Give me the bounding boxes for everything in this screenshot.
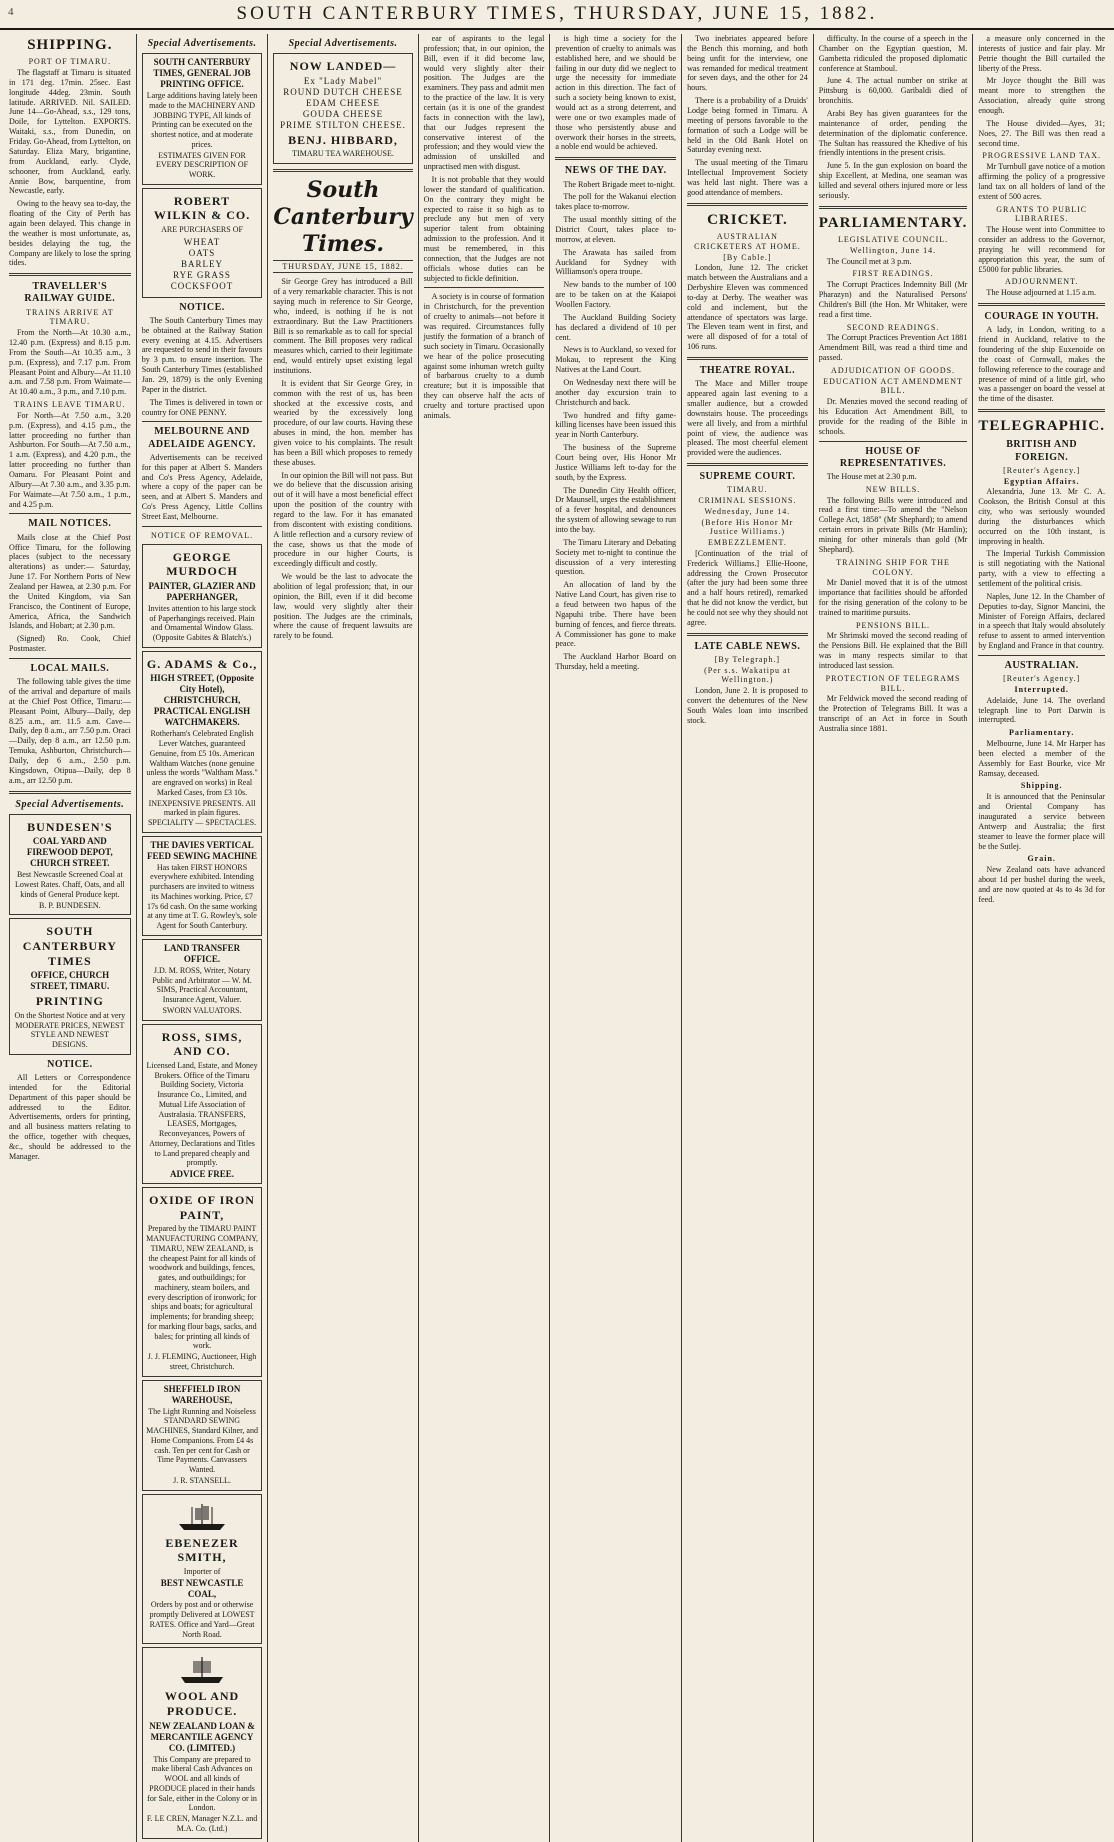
special-ads-heading: Special Advertisements. bbox=[288, 38, 398, 49]
printing-heading: PRINTING bbox=[35, 994, 104, 1009]
job-printing-title: SOUTH CANTERBURY TIMES, GENERAL JOB PRINTING OFFICE. bbox=[153, 57, 251, 90]
adams-advert bbox=[142, 651, 263, 833]
paper-nameplate: South Canterbury Times. bbox=[273, 177, 413, 257]
egypt-heading: Egyptian Affairs. bbox=[1003, 476, 1080, 486]
court-text: [Continuation of the trial of Frederick Williams.] Ellie-Hoone, addressing the Crown Prosecutor (after the jury had been some three and a half hours retired), remarked that he did not know the verdict, but he could not see why they should not agree. bbox=[687, 548, 808, 627]
wool-subtitle: NEW ZEALAND LOAN & MERCANTILE AGENCY CO. (LIMITED.) bbox=[149, 1720, 255, 1753]
land-transfer-advert bbox=[142, 939, 263, 1021]
shipping-heading: SHIPPING. bbox=[27, 37, 113, 53]
local-mails-heading: LOCAL MAILS. bbox=[30, 662, 110, 674]
shipping-text-2: Owing to the heavy sea to-day, the floating of the City of Perth has again been delayed. This change in the weather is most unfortunate, as, besides delaying the tug, the Company are likely to lose the spring tides. bbox=[9, 199, 131, 268]
editorial-paragraph: Sir George Grey has introduced a Bill of a very remarkable character. This is not saying much in reference to Sir George, who, indeed, is nothing if he is not extraordinary. But the Law Practitioners Bill is so remarkable as to call for special comment. The Bill proposes very radical measures which, carried to their legitimate end, would entirely upset existing legal institutions. bbox=[273, 277, 413, 375]
grain-text: New Zealand oats have advanced about 1d per bushel during the week, and are now quoted at 4s to 4s 3d for feed. bbox=[978, 865, 1105, 904]
sheffield-advert bbox=[142, 1380, 263, 1491]
trains-leave-heading: TRAINS LEAVE TIMARU. bbox=[14, 400, 126, 410]
column-5 bbox=[549, 34, 681, 1842]
adjournment-text: The House adjourned at 1.15 a.m. bbox=[986, 288, 1097, 298]
bundesen-title: BUNDESEN'S bbox=[27, 819, 113, 834]
sct-office-advert bbox=[9, 918, 131, 1054]
notice-heading: NOTICE. bbox=[179, 301, 225, 313]
page-number: 4 bbox=[8, 6, 14, 18]
parliamentary-subheading: Parliamentary. bbox=[1009, 728, 1075, 738]
theatre-heading: THEATRE ROYAL. bbox=[699, 365, 796, 377]
first-readings-heading: FIRST READINGS. bbox=[852, 269, 934, 279]
new-bills-heading: NEW BILLS. bbox=[865, 484, 921, 494]
adams-subtitle: HIGH STREET, (Opposite City Hotel), CHRISTCHURCH, PRACTICAL ENGLISH WATCHMAKERS. bbox=[150, 673, 254, 728]
late-cable-heading: LATE CABLE NEWS. bbox=[694, 640, 801, 652]
house-heading: HOUSE OF REPRESENTATIVES. bbox=[839, 445, 947, 469]
masthead bbox=[0, 0, 1114, 30]
house-text: The House met at 2.30 p.m. bbox=[826, 471, 917, 481]
list-item: BARLEY bbox=[181, 258, 224, 269]
divider bbox=[819, 441, 968, 442]
ross-sims-text: Licensed Land, Estate, and Money Brokers. Office of the Timaru Building Society, Victoria Insurance Co., Limited, and Mutual Life Association of Australasia. TRANSFERS, LEASES, Mortgages, Reconveyances, Powers of Attorney, Declarations and Titles to Land prepared cheaply and promptly. bbox=[146, 1060, 258, 1168]
list-item: RYE GRASS bbox=[173, 269, 231, 280]
bundesen-text: Best Newcastle Screened Coal at Lowest Rates. Chaff, Oats, and all kinds of General Produce kept. bbox=[15, 870, 125, 899]
reuters-byline: [Reuter's Agency.] bbox=[1003, 465, 1081, 475]
first-readings-text: The Corrupt Practices Indemnity Bill (Mr Pharazyn) and the Naturalised Persons' Children's Bill (the Hon. Mr Whitaker, were read a first time. bbox=[818, 280, 968, 319]
news-item: The business of the Supreme Court being over, His Honor Mr Justice Williams left to-day for the south, by the Express. bbox=[555, 443, 677, 482]
murdoch-text: Invites attention to his large stock of Paperhangings received. Plain and Ornamental Window Glass. (Opposite Gabites & Blatch's.) bbox=[148, 603, 257, 643]
egypt-text-2: The Imperial Turkish Commission is still negotiating with the National party, with a view to effecting a settlement of the political crisis. bbox=[978, 549, 1105, 589]
news-item: New bands to the number of 100 are to be taken on at the Kaiapoi Woollen Factory. bbox=[555, 280, 677, 309]
interrupted-heading: Interrupted. bbox=[1014, 684, 1069, 694]
notice-text: All Letters or Correspondence intended for the Editorial Department of this paper should be addressed to the Editor. Advertisements, orders for printing, and all business matters relating to the office, together with cheques, &c., should be addressed to the Manager. bbox=[9, 1072, 131, 1161]
list-item: GOUDA CHEESE bbox=[302, 108, 384, 119]
news-item: The Auckland Harbor Board on Thursday, held a meeting. bbox=[555, 652, 677, 672]
adams-footer: INEXPENSIVE PRESENTS. All marked in plain figures. SPECIALITY — SPECTACLES. bbox=[147, 798, 257, 828]
cable-text: London, June 2. It is proposed to convert the debentures of the New South Wales loan into inscribed stock. bbox=[687, 686, 808, 725]
grain-subheading: Grain. bbox=[1027, 854, 1056, 864]
court-location: TIMARU. bbox=[727, 485, 768, 495]
column-2 bbox=[136, 34, 268, 1842]
divider bbox=[687, 357, 808, 360]
news-item: An allocation of land by the Native Land Court, has given rise to a feud between two hapus of the Ngapuhi tribe. There have been burning of fences, and fierce threats. A Commissioner has gone to make peace. bbox=[555, 580, 677, 649]
divider bbox=[142, 526, 263, 527]
davies-advert bbox=[142, 836, 263, 936]
sheffield-title: SHEFFIELD IRON WAREHOUSE, bbox=[163, 1383, 241, 1405]
parliament-item: a measure only concerned in the interests of justice and fair play. Mr Petrie thought the Bill curtailed the liberty of the Press. bbox=[978, 34, 1105, 73]
local-mails-text: The following table gives the time of the arrival and departure of mails at the Chief Post Office, Timaru:— Pleasant Point, Albury—Daily, dep 8.25 a.m., arr. 11.5 a.m. Cave—Daily, dep 8 a.m., arr 7.50 p.m. Oraci—Daily, dep 8 a.m., arr 12.50 p.m. Temuka, Ashburton, Christchurch—Daily, dep 6 a.m., 2.50 p.m. Kingsdown, Otipua—Daily, dep 8 a.m., arr 12.50 p.m. bbox=[9, 677, 131, 785]
news-item: The Timaru Literary and Debating Society met to-night to continue the discussion of a very interesting question. bbox=[555, 537, 677, 577]
melbourne-agency-heading: MELBOURNE AND ADELAIDE AGENCY. bbox=[148, 426, 256, 450]
list-item: Ex "Lady Mabel" bbox=[303, 75, 383, 86]
libraries-text: The House went into Committee to consider an address to the Governor, praying he will recommend for appropriation this year, the sum of £5000 for public libraries. bbox=[978, 225, 1105, 274]
column-grid bbox=[4, 34, 1110, 1833]
divider bbox=[9, 273, 131, 276]
second-readings-heading: SECOND READINGS. bbox=[846, 322, 940, 332]
editorial-paragraph: is high time a society for the prevention of cruelty to animals was established here, and we should be failing in our duty did we neglect to urge the necessity for immediate action in this direction. The fact of such a society being known to exist, would act as a strong deterrent, and were one or two examples made of those who persistently abuse and overwork their horses in the streets, a noble end would be achieved. bbox=[555, 34, 677, 152]
court-sessions: CRIMINAL SESSIONS. bbox=[698, 496, 797, 506]
notice-text-2: The Times is delivered in town or country for ONE PENNY. bbox=[141, 397, 263, 417]
bundesen-subtitle: COAL YARD AND FIREWOOD DEPOT, CHURCH STREET. bbox=[26, 836, 113, 869]
land-transfer-names: J.D. M. ROSS, Writer, Notary Public and Arbitrator — W. M. SIMS, Practical Accountant, Insurance Agent, Valuer. bbox=[152, 965, 252, 1005]
column-8 bbox=[972, 34, 1110, 1842]
trains-leave-text: For North—At 7.50 a.m., 3.20 p.m. (Express), and 4.15 p.m., the latter proceeding no further than Ashburton. For South—At 7.50 a.m., 1 a.m. (Express), and 4.20 p.m., the latter proceeding no further than Oamaru. For Pleasant Point and Albury—At 7.30 a.m., and 3.35 p.m. For Waimate—At 7.50 a.m., 1 p.m., and 4.25 p.m. bbox=[9, 410, 131, 509]
cricket-byline: [By Cable.] bbox=[723, 252, 772, 262]
hibbard-title: BENJ. HIBBARD, bbox=[288, 132, 398, 147]
courage-heading: COURAGE IN YOUTH. bbox=[984, 311, 1099, 323]
hibbard-items bbox=[277, 76, 408, 131]
wilkin-items bbox=[146, 237, 259, 292]
pensions-text: Mr Shrimski moved the second reading of the Pensions Bill. He explained that the Bill was in many respects similar to that introduced last session. bbox=[818, 631, 968, 671]
divider bbox=[687, 203, 808, 206]
education-bill-text: Dr. Menzies moved the second reading of his Education Act Amendment Bill, to provide for the reading of the Bible in schools. bbox=[818, 397, 968, 436]
column-7 bbox=[813, 34, 973, 1842]
paint-title: OXIDE OF IRON PAINT, bbox=[149, 1193, 255, 1222]
editorial-paragraph: We would be the last to advocate the abolition of legal profession; that, in our opinion, the Bill, even if it did become law, would very slightly alter their position. The Judges are the criminals, where the cause of frequent lawsuits are rarely to be found. bbox=[273, 572, 413, 641]
news-item: Two hundred and fifty game-killing licenses have been issued this year in North Canterbury. bbox=[555, 410, 677, 440]
murdoch-subtitle: PAINTER, GLAZIER AND PAPERHANGER, bbox=[148, 580, 256, 602]
telegrams-bill-text: Mr Feldwick moved the second reading of the Protection of Telegrams Bill. It was a transcript of an Act in force in South Australia since 1881. bbox=[818, 694, 968, 733]
special-ads-heading: Special Advertisements. bbox=[15, 798, 125, 810]
cricket-subheading: AUSTRALIAN CRICKETERS AT HOME. bbox=[694, 232, 801, 251]
divider bbox=[142, 421, 263, 422]
courage-text: A lady, in London, writing to a friend in Auckland, relative to the foundering of the ship Euxenoide on the coast of Cornwall, makes the following reference to the courage and presence of mind of a little girl, who was a passenger on board the vessel at the time of the disaster. bbox=[978, 325, 1105, 404]
paint-text: Prepared by the TIMARU PAINT MANUFACTURING COMPANY, TIMARU, NEW ZEALAND, is the cheapest Paint for all kinds of woodwork and buildings, fences, gates, and outbuildings; for machinery, steam boilers, and every description of ironwork; for ships and boats; for agricultural implements; for branding sheep; for marking flour bags, sacks, and bales; for printing all kinds of work. bbox=[146, 1224, 258, 1351]
murdoch-advert bbox=[142, 544, 263, 648]
council-text: The Council met at 3 p.m. bbox=[826, 256, 912, 266]
divider bbox=[9, 658, 131, 659]
divider bbox=[687, 463, 808, 466]
news-of-the-day-heading: NEWS OF THE DAY. bbox=[564, 165, 667, 177]
ross-sims-advert bbox=[142, 1024, 263, 1184]
editorial-paragraph: ear of aspirants to the legal profession; that, in our opinion, the Bill, even if it did become law, would very slightly alter their position. The Judges are the examiners. They pass and admit men to the practice of the law. It is very certain (as it is one of the grandest facts in connection with the law), that our Judges represent the conservative interest of the profession; and they would view the admission of unskilled and unpractised men with disgust. bbox=[423, 34, 545, 172]
parliamentary-heading: PARLIAMENTARY. bbox=[818, 214, 968, 231]
trains-arrive-text: From the North—At 10.30 a.m., 12.40 p.m. (Express) and 8.15 p.m. From the South—At 10.35 a.m., 3 p.m. (Express), and 7.17 p.m. From Pleasant Point and Albury—At 11.10 a.m. and 7.58 p.m. From Waimate—At 10.40 a.m., 3 p.m., and 7.10 p.m. bbox=[9, 328, 131, 397]
british-foreign-heading: BRITISH AND FOREIGN. bbox=[1006, 439, 1078, 463]
divider bbox=[424, 287, 545, 288]
wilkin-advert bbox=[142, 188, 263, 298]
court-case: EMBEZZLEMENT. bbox=[707, 538, 787, 548]
divider bbox=[978, 655, 1105, 656]
naples-text: Naples, June 12. In the Chamber of Deputies to-day, Signor Mancini, the Minister of Foreign Affairs, declared in a speech that Italy would absolutely refuse to assent to armed intervention by England and France in that country. bbox=[978, 591, 1105, 651]
davies-title: THE DAVIES VERTICAL FEED SEWING MACHINE bbox=[147, 839, 258, 861]
cricket-text: London, June 12. The cricket match between the Australians and a Derbyshire Eleven was commenced to-day at Derby. The weather was cold and inclement, but the attendance of spectators was large. The Eleven team went in first, and were all disposed of for a total of 106 runs. bbox=[687, 263, 808, 352]
training-ship-heading: TRAINING SHIP FOR THE COLONY. bbox=[836, 557, 950, 577]
smith-coal: BEST NEWCASTLE COAL, bbox=[160, 1577, 244, 1599]
divider bbox=[978, 303, 1105, 306]
news-item: The usual meeting of the Timaru Intellectual Improvement Society was held last night. There was a good attendance of members. bbox=[687, 158, 808, 197]
list-item: ROUND DUTCH CHEESE bbox=[283, 86, 403, 97]
smith-subtitle: Importer of bbox=[183, 1566, 221, 1576]
mail-notices-text: Mails close at the Chief Post Office Timaru, for the following places (subject to the necessary alterations) as under:— Saturday, June 17. For Northern Ports of New Zealand per Hawea, at 2.30 p.m. For the United Kingdom, via San Francisco, the Continent of Europe, America, Africa, the Sandwich Islands, and Hobart; at 2.30 p.m. bbox=[9, 532, 131, 631]
cable-item: Arabi Bey has given guarantees for the maintenance of order, pending the determination of the diplomatic conference. The Sultan has reassured the Khedive of his friendly intentions in the present crisis. bbox=[818, 109, 968, 158]
shipping-news-text: It is announced that the Peninsular and Oriental Company has inaugurated a service between Antwerp and Australia; the first steamer to leave the former place will be the Sutlej. bbox=[978, 792, 1105, 851]
news-item: On Wednesday next there will be another day excursion train to Christchurch and back. bbox=[555, 377, 677, 407]
second-readings-text: The Corrupt Practices Prevention Act 1881 Amendment Bill, was read a third time and passed. bbox=[818, 333, 968, 363]
news-item: The Dunedin City Health officer, Dr Maunsell, urges the establishment of a fever hospital, and denounces the system of allowing sewage to run into the bay. bbox=[555, 485, 677, 534]
adams-title: G. ADAMS & Co., bbox=[146, 656, 258, 671]
list-item: PRIME STILTON CHEESE. bbox=[280, 119, 406, 130]
ross-sims-footer: ADVICE FREE. bbox=[170, 1169, 235, 1180]
list-item: EDAM CHEESE bbox=[306, 97, 380, 108]
wool-title: WOOL AND PRODUCE. bbox=[164, 1689, 240, 1719]
telegrams-bill-heading: PROTECTION OF TELEGRAMS BILL. bbox=[825, 673, 961, 693]
smith-title: EBENEZER SMITH, bbox=[165, 1535, 239, 1565]
hibbard-heading: NOW LANDED— bbox=[289, 59, 397, 74]
ross-sims-title: ROSS, SIMS, AND CO. bbox=[161, 1029, 243, 1059]
paper-dateline: THURSDAY, JUNE 15, 1882. bbox=[273, 260, 412, 274]
parliament-item: Mr Joyce thought the Bill was meant more to strengthen the Association, already quite strong enough. bbox=[978, 76, 1105, 116]
divider bbox=[687, 633, 808, 636]
editorial-paragraph: In our opinion the Bill will not pass. But we do believe that the discussion arising out of it will have a most beneficial effect upon the position of the country with regard to the law. For it has emanated from discontent with existing conditions. A little reflection and a cursory review of the case, shows us that the mode of procedure in our higher Courts, is exceedingly difficult and costly. bbox=[273, 470, 413, 569]
job-printing-note: ESTIMATES GIVEN FOR EVERY DESCRIPTION OF WORK. bbox=[155, 150, 249, 180]
melbourne-agency-text: Advertisements can be received for this paper at Albert S. Manders and Co's Press Agency, Adelaide, where a copy of the paper can be seen, and at Albert S. Manders and Co's Press Agency, Little Collins Street East, Melbourne. bbox=[141, 452, 263, 521]
mail-notices-heading: MAIL NOTICES. bbox=[28, 518, 112, 530]
editorial-paragraph: A society is in course of formation in Christchurch, for the prevention of cruelty to animals—not before it was required. Circumstances fully justify the formation of a branch of such society in Timaru. Occasionally we hear of the police prosecuting against some inhuman wretch guilty of barbarous cruelty to a dumb creature; but it is impossible that they can observe half the acts of cruelty and torture practised upon animals. bbox=[423, 292, 545, 420]
notice-heading: NOTICE. bbox=[47, 1058, 93, 1070]
cable-byline: [By Telegraph.] bbox=[714, 654, 781, 664]
editorial-paragraph: It is not probable that they would lower the standard of qualification. On the contrary they might be expected to raise it so high as to preclude any but men of very superior talent from obtaining admission to the profession. And it must be remembered, in this connection, that the Judges are not officials whose duties can be subjected to fickle definition. bbox=[423, 175, 545, 283]
trains-arrive-heading: TRAINS ARRIVE AT TIMARU. bbox=[26, 307, 114, 327]
divider bbox=[273, 169, 412, 172]
editorial-paragraph: It is evident that Sir George Grey, in common with the rest of us, has been shocked at the excessive costs, and wearied by the excessively long procedure, of our law courts. Having these abuses in mind, the hon. member has given voice to his complaints. The result has been a Bill which proposes to remedy these abuses. bbox=[273, 378, 413, 467]
pensions-heading: PENSIONS BILL. bbox=[856, 620, 931, 630]
cable-item: June 4. The actual number on strike at Pittsburg is 60,000. Garibaldi died of bronchitis. bbox=[818, 76, 968, 106]
masthead-title: SOUTH CANTERBURY TIMES, THURSDAY, JUNE 15, 1882. bbox=[236, 3, 878, 24]
hibbard-subtitle: TIMARU TEA WAREHOUSE. bbox=[292, 149, 394, 159]
adjournment-heading: ADJOURNMENT. bbox=[1004, 277, 1079, 287]
theatre-text: The Mace and Miller troupe appeared again last evening to a smaller audience, but a crowded downstairs house. The proceedings were all lively, and from a mirthful point of view, the audience was pleased. The most cheerful element provided were the audiences. bbox=[687, 379, 808, 458]
interrupted-text: Adelaide, June 14. The overland telegraph line to Port Darwin is interrupted. bbox=[978, 695, 1105, 725]
adjudication-heading: ADJUDICATION OF GOODS. bbox=[831, 365, 956, 375]
sheffield-text: The Light Running and Noiseless STANDARD SEWING MACHINES, Standard Kilner, and Home Companions. From £4 4s cash. Ten per cent for Cash or Time Payments. Canvassers Wanted. bbox=[146, 1406, 258, 1475]
column-6 bbox=[681, 34, 813, 1842]
job-printing-text: Large additions having lately been made to the MACHINERY AND JOBBING TYPE, All kinds of Printing can be executed on the shortest notice, and at moderate prices. bbox=[146, 91, 258, 149]
land-tax-text: Mr Turnbull gave notice of a motion affirming the policy of a progressive land tax on all holders of land of the extent of 500 acres. bbox=[978, 162, 1105, 201]
australian-byline: [Reuter's Agency.] bbox=[1003, 674, 1081, 684]
bundesen-advert bbox=[9, 814, 131, 916]
divider bbox=[978, 409, 1105, 412]
railway-guide-heading: TRAVELLER'S RAILWAY GUIDE. bbox=[24, 281, 116, 305]
news-item: The poll for the Wakanui election takes place to-morrow. bbox=[555, 192, 677, 212]
news-item: The Auckland Building Society has declared a dividend of 10 per cent. bbox=[555, 312, 677, 342]
ship-icon bbox=[175, 1655, 229, 1685]
wilkin-subtitle: ARE PURCHASERS OF bbox=[161, 225, 243, 235]
wool-text: This Company are prepared to make liberal Cash Advances on WOOL and all kinds of PRODUCE placed in their hands for Sale, either in the Colony or in London. bbox=[147, 1754, 257, 1813]
parliamentary-text: Melbourne, June 14. Mr Harper has been elected a member of the Assembly for East Bourke, vice Mr Ramsay, deceased. bbox=[978, 739, 1105, 778]
new-bills-text: The following Bills were introduced and read a first time:—To amend the "Nelson College Act, 1858" (Mr Shephard); to amend certain errors in private Bills (Mr Hamlin); mining for other minerals than gold (Mr Shephard). bbox=[818, 495, 968, 554]
column-4 bbox=[418, 34, 550, 1842]
land-transfer-title: LAND TRANSFER OFFICE. bbox=[163, 942, 241, 964]
divider bbox=[9, 791, 131, 794]
sct-office-subtitle: OFFICE, CHURCH STREET, TIMARU. bbox=[30, 970, 110, 992]
council-date: Wellington, June 14. bbox=[850, 245, 937, 255]
supreme-court-heading: SUPREME COURT. bbox=[699, 471, 796, 483]
cable-item: difficulty. In the course of a speech in the Chamber on the Egyptian question, M. Gambetta ridiculed the proposed diplomatic conference at Stamboul. bbox=[818, 34, 968, 73]
davies-text: Has taken FIRST HONORS everywhere exhibited. Intending purchasers are invited to witness its Machines working. Price, £7 17s 6d cash. On the same working at any time at T. G. Rowley's, sole Agent for South Canterbury. bbox=[147, 862, 258, 931]
smith-text: Orders by post and or otherwise promptly Delivered at LOWEST RATES. Office and Yard—Great North Road. bbox=[149, 1600, 255, 1639]
parliament-item: The House divided—Ayes, 31; Noes, 27. The Bill was then read a second time. bbox=[978, 118, 1105, 148]
column-3 bbox=[267, 34, 417, 1842]
column-1 bbox=[4, 34, 136, 1842]
libraries-heading: GRANTS TO PUBLIC LIBRARIES. bbox=[996, 204, 1088, 224]
special-ads-heading: Special Advertisements. bbox=[147, 38, 257, 49]
cable-source: (Per s.s. Wakatipu at Wellington.) bbox=[704, 665, 791, 685]
australian-heading: AUSTRALIAN. bbox=[1004, 660, 1079, 672]
wool-advert bbox=[142, 1647, 263, 1838]
list-item: COCKSFOOT bbox=[170, 280, 234, 291]
court-before: (Before His Honor Mr Justice Williams.) bbox=[701, 517, 794, 537]
sct-office-title: SOUTH CANTERBURY TIMES bbox=[22, 924, 117, 968]
paint-sign: J. J. FLEMING, Auctioneer, High street, Christchurch. bbox=[147, 1352, 257, 1371]
list-item: WHEAT bbox=[183, 236, 221, 247]
news-item: The Arawata has sailed from Auckland for Sydney with Williamson's opera troupe. bbox=[555, 247, 677, 277]
cable-item: June 5. In the gun explosion on board the ship Excellent, at Medina, one seaman was killed and several others injured more or less seriously. bbox=[818, 161, 968, 200]
divider bbox=[555, 157, 676, 160]
news-item: The Robert Brigade meet to-night. bbox=[563, 179, 676, 189]
shipping-subheading: Shipping. bbox=[1020, 781, 1063, 791]
list-item: OATS bbox=[188, 247, 216, 258]
court-date: Wednesday, June 14. bbox=[704, 506, 791, 516]
telegraphic-heading: TELEGRAPHIC. bbox=[978, 418, 1105, 435]
smith-advert bbox=[142, 1494, 263, 1645]
news-item: Two inebriates appeared before the Bench this morning, and both being unfit for the interview, one was remanded for medical treatment for seven days, and the other for 24 hours. bbox=[687, 34, 808, 93]
port-heading: PORT OF TIMARU. bbox=[28, 57, 112, 67]
council-heading: LEGISLATIVE COUNCIL. bbox=[837, 235, 949, 245]
printing-text: On the Shortest Notice and at very MODERATE PRICES, NEWEST STYLE AND NEWEST DESIGNS. bbox=[14, 1010, 126, 1050]
divider bbox=[819, 206, 968, 209]
education-bill-heading: EDUCATION ACT AMENDMENT BILL. bbox=[823, 376, 963, 396]
training-ship-text: Mr Daniel moved that it is of the utmost importance that facilities should be afforded for the rising generation of the colony to be trained to maritime pursuits. bbox=[818, 578, 968, 617]
divider bbox=[9, 513, 131, 514]
murdoch-title: GEORGE MURDOCH bbox=[166, 549, 238, 579]
land-tax-heading: PROGRESSIVE LAND TAX. bbox=[982, 151, 1102, 161]
egypt-text: Alexandria, June 13. Mr C. A. Cookson, the British Consul at this city, who was seriously wounded during the disturbances which occurred on the 10th instant, is improving in health. bbox=[978, 487, 1105, 546]
ship-icon bbox=[175, 1502, 229, 1532]
news-item: News is to Auckland, so vexed for Mokau, to represent the King Natives at the Land Court. bbox=[555, 345, 677, 375]
shipping-text: The flagstaff at Timaru is situated in 171 deg. 17min. 25sec. East longitude 44deg. 23min. South latitude. ARRIVED. Nil. SAILED. June 14—Go-Ahead, s.s., 129 tons, Doile, for Lyttelton. EXPORTS. Waitaki, s.s., from Dunedin, on Friday. Go-Ahead, from Lyttelton, on Saturday. Eliza Mary, brigantine, from Auckland, early. Clyde, schooner, from Auckland, early. Annie Bow, barquentine, from Newcastle, early. bbox=[9, 68, 131, 196]
job-printing-advert bbox=[142, 53, 263, 185]
sheffield-sign: J. R. STANSELL. bbox=[173, 1475, 231, 1485]
hibbard-advert bbox=[273, 53, 412, 164]
paint-advert bbox=[142, 1187, 263, 1377]
mail-notices-sign: (Signed) Ro. Cook, Chief Postmaster. bbox=[9, 634, 131, 654]
news-item: The usual monthly sitting of the District Court, takes place to-morrow, at eleven. bbox=[555, 215, 677, 244]
adams-text: Rotherham's Celebrated English Lever Watches, guaranteed Genuine, from £5 10s. American Waltham Watches (none genuine unless the words "Waltham Mass." are engraved on works) in Real Marked Cases, from £3 10s. bbox=[146, 729, 258, 797]
removal-heading: NOTICE OF REMOVAL. bbox=[151, 530, 254, 540]
wilkin-title: ROBERT WILKIN & CO. bbox=[153, 193, 251, 223]
bundesen-sign: B. P. BUNDESEN. bbox=[39, 900, 101, 910]
wool-sign: F. LE CREN, Manager N.Z.L. and M.A. Co. (Ltd.) bbox=[146, 1814, 258, 1833]
cricket-heading: CRICKET. bbox=[707, 211, 788, 228]
news-item: There is a probability of a Druids' Lodge being formed in Timaru. A meeting of persons favorable to the formation of such a Lodge will be held in the Old Bank Hotel on Saturday evening next. bbox=[687, 96, 808, 155]
land-transfer-footer: SWORN VALUATORS. bbox=[162, 1005, 242, 1015]
notice-text: The South Canterbury Times may be obtained at the Railway Station every evening at 4.15. Advertisers are requested to send in their favours by 3 p.m. to ensure insertion. The South Canterbury Times (established Jan. 29, 1879) is the only Evening Paper in the district. bbox=[141, 315, 263, 394]
